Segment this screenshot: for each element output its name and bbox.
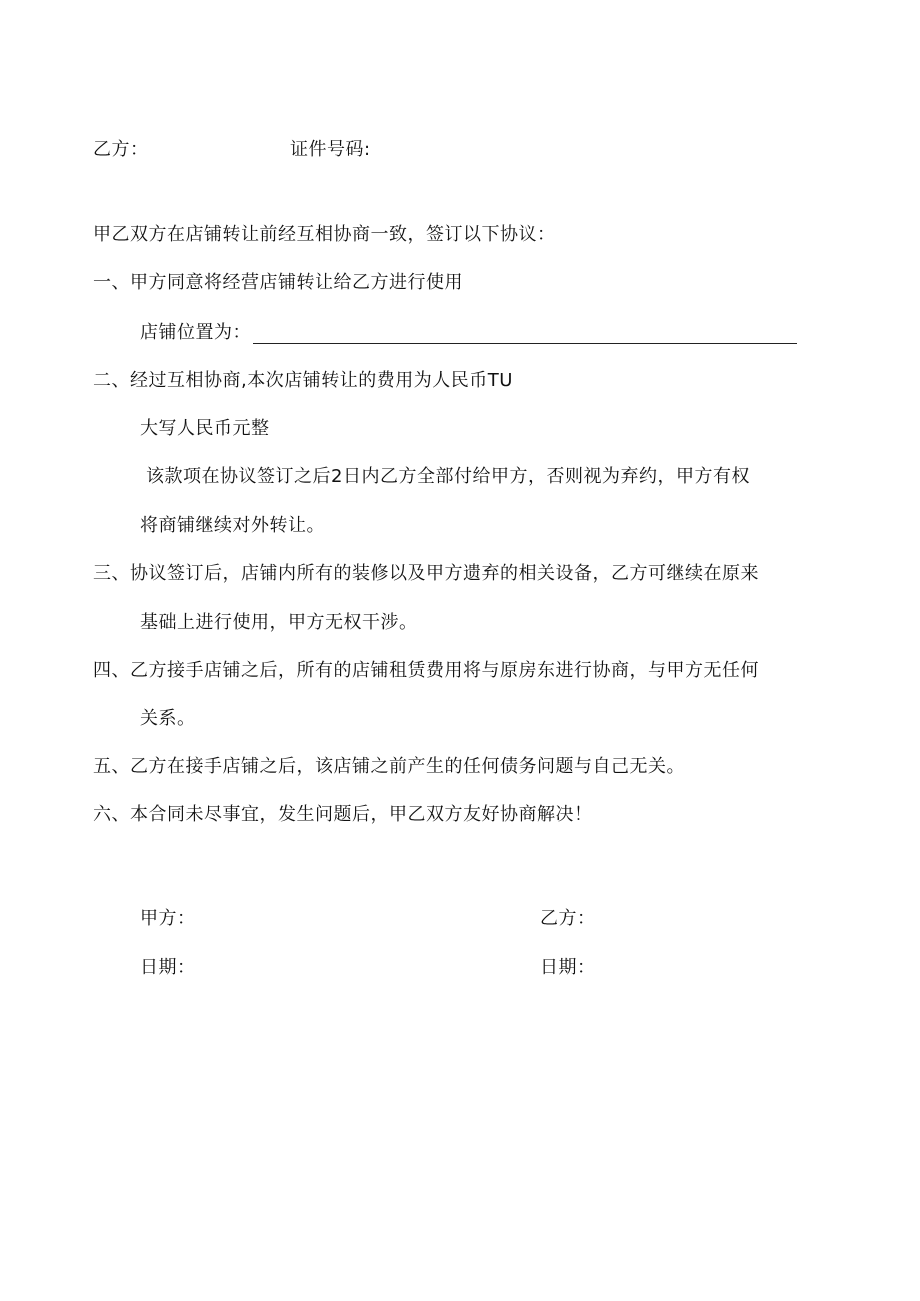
clause-four-line-2: 关系。 xyxy=(140,708,196,729)
clause-five: 五、乙方在接手店铺之后，该店铺之前产生的任何债务问题与自己无关。 xyxy=(93,756,685,777)
store-location-label: 店铺位置为： xyxy=(140,322,251,343)
party-a-date-label: 日期： xyxy=(140,957,196,978)
payment-terms-line-2: 将商铺继续对外转让。 xyxy=(140,515,325,536)
store-location-blank xyxy=(253,325,797,344)
party-b-signature-label: 乙方： xyxy=(540,908,596,929)
id-number-label: 证件号码: xyxy=(290,139,371,160)
payment-terms-line-1: 该款项在协议签订之后2日内乙方全部付给甲方，否则视为弃约，甲方有权 xyxy=(146,466,750,487)
clause-four-line-1: 四、乙方接手店铺之后，所有的店铺租赁费用将与原房东进行协商，与甲方无任何 xyxy=(93,660,759,681)
clause-two: 二、经过互相协商,本次店铺转让的费用为人民币TU xyxy=(93,370,513,391)
party-a-signature-label: 甲方： xyxy=(140,908,196,929)
party-b-date-label: 日期： xyxy=(540,957,596,978)
clause-three-line-1: 三、协议签订后，店铺内所有的装修以及甲方遗弃的相关设备，乙方可继续在原来 xyxy=(93,563,759,584)
clause-one: 一、甲方同意将经营店铺转让给乙方进行使用 xyxy=(93,272,463,293)
intro-paragraph: 甲乙双方在店铺转让前经互相协商一致，签订以下协议： xyxy=(93,224,556,245)
store-location-row xyxy=(140,322,797,344)
amount-in-capitals: 大写人民币元整 xyxy=(140,418,270,439)
party-b-header-label: 乙方： xyxy=(93,139,149,160)
clause-six: 六、本合同未尽事宜，发生问题后，甲乙双方友好协商解决！ xyxy=(93,804,593,825)
clause-three-line-2: 基础上进行使用，甲方无权干涉。 xyxy=(140,612,418,633)
